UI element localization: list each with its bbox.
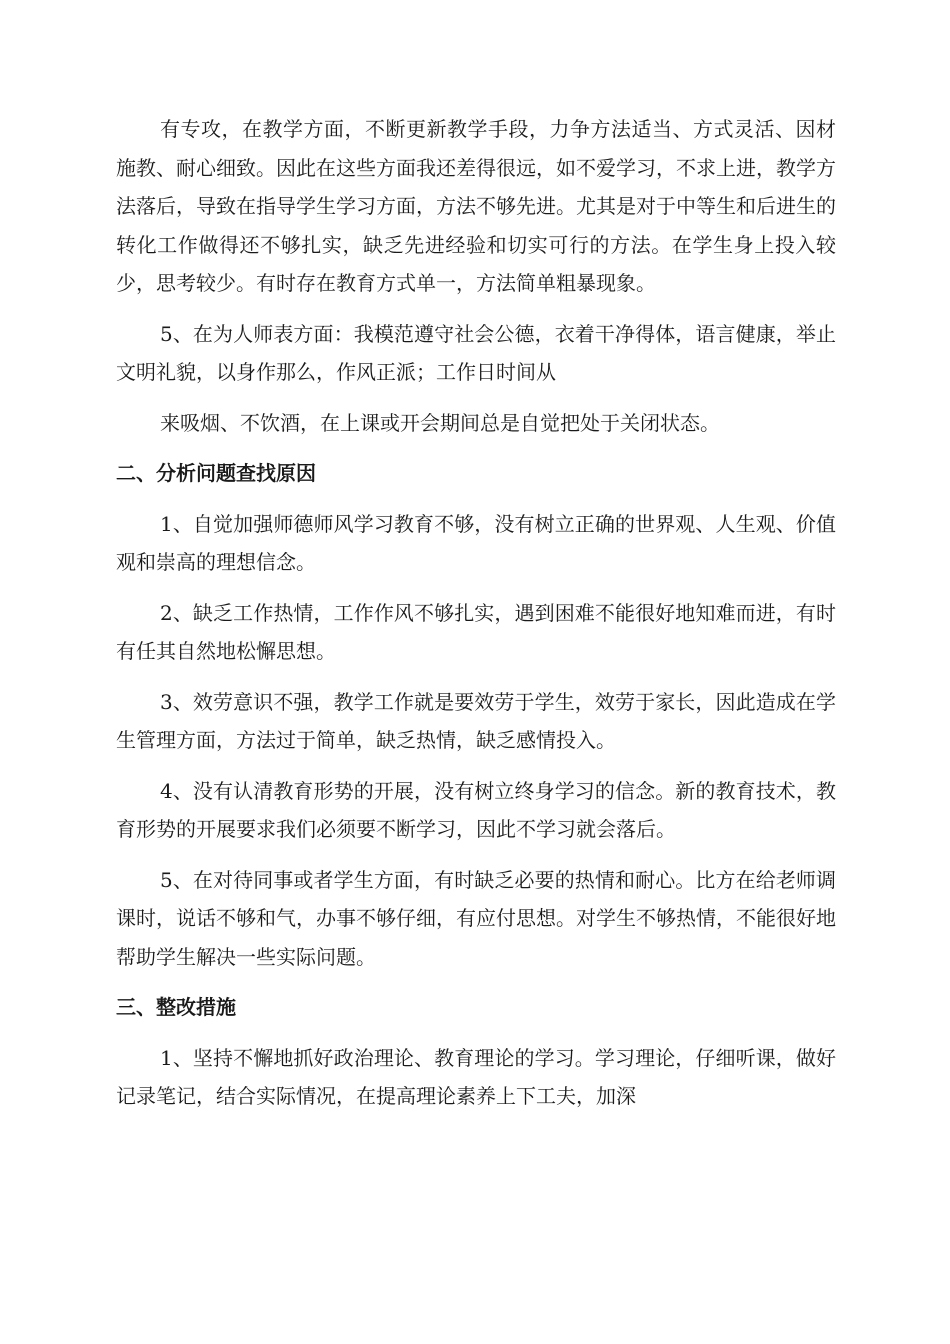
paragraph-analysis-4: 4、没有认清教育形势的开展，没有树立终身学习的信念。新的教育技术，教育形势的开展要求我们必须要不断学习，因此不学习就会落后。 [116, 778, 836, 841]
paragraph-teaching-methods: 有专攻，在教学方面，不断更新教学手段，力争方法适当、方式灵活、因材施教、耐心细致。因此在这些方面我还差得很远，如不爱学习，不求上进，教学方法落后，导致在指导学生学习方面，方法不够先进。尤其是对于中等生和后进生的转化工作做得还不够扎实，缺乏先进经验和切实可行的方法。在学生身上投入较少，思考较少。有时存在教育方式单一，方法简单粗暴现象。 [116, 117, 836, 295]
paragraph-item-5-conduct: 5、在为人师表方面：我模范遵守社会公德，衣着干净得体，语言健康，举止文明礼貌，以身作那么，作风正派；工作日时间从 [116, 321, 836, 384]
paragraph-measure-1: 1、坚持不懈地抓好政治理论、教育理论的学习。学习理论，仔细听课，做好记录笔记，结合实际情况，在提高理论素养上下工夫，加深 [116, 1045, 836, 1108]
document-body [116, 110, 836, 1128]
section-heading-analysis: 二、分析问题查找原因 [116, 461, 316, 485]
paragraph-item-5-continued: 来吸烟、不饮酒，在上课或开会期间总是自觉把处于关闭状态。 [160, 410, 720, 435]
paragraph-analysis-5: 5、在对待同事或者学生方面，有时缺乏必要的热情和耐心。比方在给老师调课时，说话不够和气，办事不够仔细，有应付思想。对学生不够热情，不能很好地帮助学生解决一些实际问题。 [116, 867, 836, 969]
paragraph-analysis-3: 3、效劳意识不强，教学工作就是要效劳于学生，效劳于家长，因此造成在学生管理方面，方法过于简单，缺乏热情，缺乏感情投入。 [116, 689, 836, 752]
paragraph-analysis-2: 2、缺乏工作热情，工作作风不够扎实，遇到困难不能很好地知难而进，有时有任其自然地松懈思想。 [116, 600, 836, 663]
section-heading-measures: 三、整改措施 [116, 995, 236, 1019]
paragraph-analysis-1: 1、自觉加强师德师风学习教育不够，没有树立正确的世界观、人生观、价值观和崇高的理想信念。 [116, 511, 836, 574]
